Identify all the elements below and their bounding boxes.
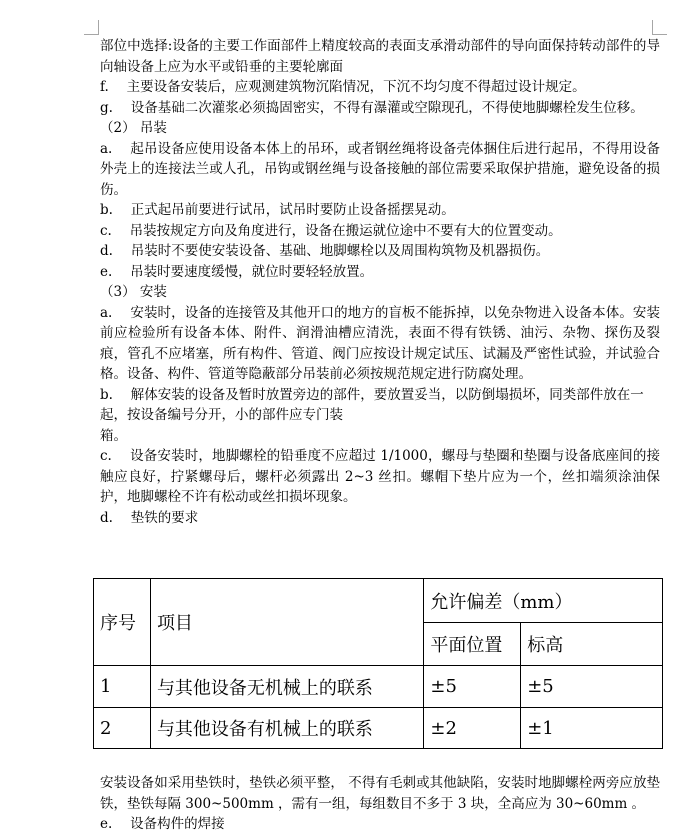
paragraph-lifting-a: a. 起吊设备应使用设备本体上的吊环，或者钢丝绳将设备壳体捆住后进行起吊，不得用设备外壳上的连接法兰或人孔，吊钩或钢丝绳与设备接触的部位需要采取保护措施，避免设备的损伤。 xyxy=(100,140,660,198)
cell-item: 与其他设备无机械上的联系 xyxy=(150,666,423,708)
table-header-row xyxy=(94,579,663,623)
paragraph-install-b: b. 解体安装的设备及暂时放置旁边的部件，要放置妥当，以防倒塌损坏，同类部件放在一起，按设备编号分开，小的部件应专门装 xyxy=(100,386,644,423)
paragraph-shim-iron: 安装设备如采用垫铁时，垫铁必须平整， 不得有毛刺或其他缺陷，安装时地脚螺栓两旁应放垫铁，垫铁每隔 300~500mm ，需有一组，每组数目不多于 3 块，全高应为 30~60mm 。 xyxy=(100,775,660,812)
header-cell-elevation: 标高 xyxy=(521,623,663,666)
section-heading-lifting: （2） 吊装 xyxy=(100,120,167,136)
paragraph-lifting-d: d. 吊装时不要使安装设备、基础、地脚螺栓以及周围构筑物及机器损伤。 xyxy=(100,243,550,259)
cell-no: 1 xyxy=(94,666,151,708)
header-cell-item: 项目 xyxy=(150,579,423,666)
paragraph-install-c: c. 设备安装时，地脚螺栓的铅垂度不应超过 1/1000，螺母与垫圈和垫圈与设备底座间的接触应良好，拧紧螺母后，螺杆必须露出 2~3 丝扣。螺帽下垫片应为一个，丝扣端须涂油保护，地脚螺栓不许有松动或丝扣损坏现象。 xyxy=(100,448,660,505)
paragraph-install-a: a. 安装时，设备的连接管及其他开口的地方的盲板不能拆掉，以免杂物进入设备本体。安装前应检验所有设备本体、附件、润滑油槽应清洗，表面不得有铁锈、油污、杂物、探伤及裂痕，管孔不应堵塞，所有构件、管道、阀门应按设计规定试压、试漏及严密性试验，并试验合格。设备、构件、管道等隐蔽部分吊装前必须按规范规定进行防腐处理。 xyxy=(100,304,660,382)
document-body xyxy=(100,36,660,528)
header-cell-no: 序号 xyxy=(94,579,151,666)
cell-elevation: ±1 xyxy=(521,708,663,749)
cell-item: 与其他设备有机械上的联系 xyxy=(150,708,423,749)
cell-no: 2 xyxy=(94,708,151,749)
paragraph-f: f. 主要设备安装后，应观测建筑物沉陷情况，下沉不均匀度不得超过设计规定。 xyxy=(100,79,586,95)
table-row xyxy=(94,708,663,749)
paragraph-lifting-e: e. 吊装时要速度缓慢，就位时要轻轻放置。 xyxy=(100,263,374,280)
header-cell-tolerance: 允许偏差（mm） xyxy=(424,579,663,623)
paragraph-continuation: 部位中选择:设备的主要工作面部件上精度较高的表面支承滑动部件的导向面保持转动部件的导向轴设备上应为水平或铅垂的主要轮廓面 xyxy=(100,38,660,75)
paragraph-g: g. 设备基础二次灌浆必须捣固密实，不得有瀑灌或空隙现孔，不得使地脚螺栓发生位移。 xyxy=(100,99,644,116)
paragraph-lifting-c: c. 吊装按规定方向及角度进行，设备在搬运就位途中不要有大的位置变动。 xyxy=(100,222,562,239)
paragraph-welding: e. 设备构件的焊接 xyxy=(100,816,225,832)
header-cell-plane: 平面位置 xyxy=(424,623,521,666)
paragraph-install-d: d. 垫铁的要求 xyxy=(100,509,199,526)
document-body-after-table xyxy=(100,773,660,835)
tolerance-table xyxy=(93,578,663,749)
paragraph-lifting-b: b. 正式起吊前要进行试吊，试吊时要防止设备摇摆晃动。 xyxy=(100,202,455,218)
page-corner-mark-right xyxy=(652,20,667,35)
paragraph-install-b-end: 箱。 xyxy=(100,427,127,444)
section-heading-install: （3） 安装 xyxy=(100,284,167,300)
table-row xyxy=(94,666,663,708)
cell-plane: ±5 xyxy=(424,666,521,708)
cell-elevation: ±5 xyxy=(521,666,663,708)
cell-plane: ±2 xyxy=(424,708,521,749)
page-corner-mark-left xyxy=(84,20,99,35)
